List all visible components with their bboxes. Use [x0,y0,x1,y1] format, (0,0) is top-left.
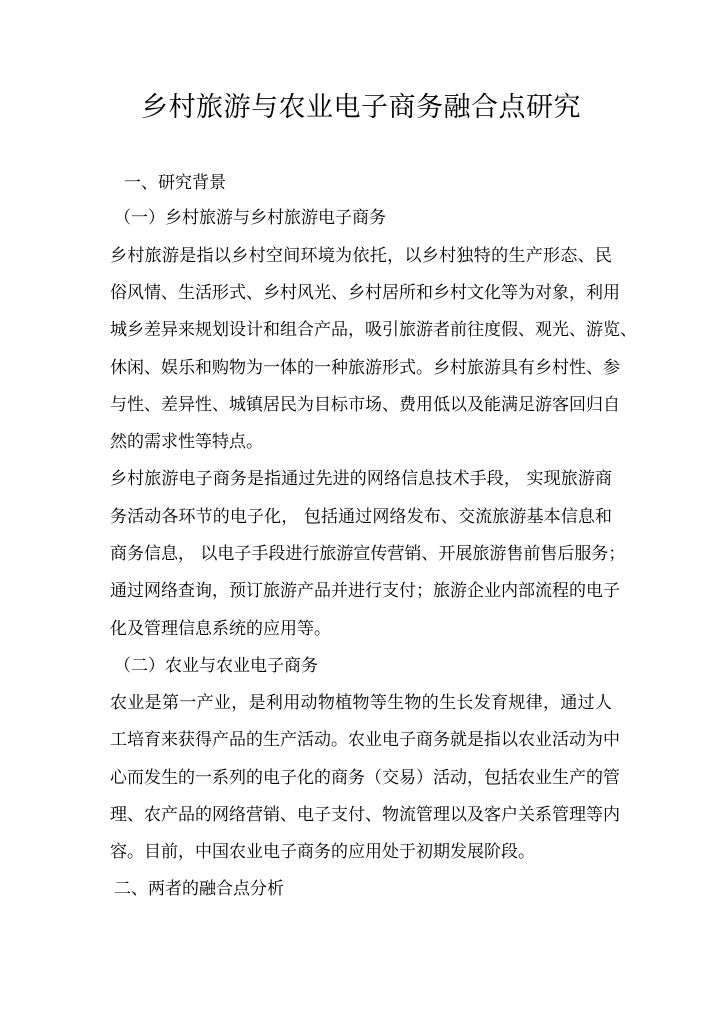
paragraph-line: 理、农产品的网络营销、电子支付、物流管理以及客户关系管理等内 [110,805,620,825]
subsection-heading-rural-tourism: （一）乡村旅游与乡村旅游电子商务 [114,208,386,228]
paragraph-line: 乡村旅游是指以乡村空间环境为依托，以乡村独特的生产形态、民 [110,246,612,266]
section-heading-integration-analysis: 二、两者的融合点分析 [114,879,284,899]
paragraph-line: 俗风情、生活形式、乡村风光、乡村居所和乡村文化等为对象，利用 [110,283,620,303]
paragraph-line: 商务信息， 以电子手段进行旅游宣传营销、开展旅游售前售后服务； [110,544,626,564]
paragraph-line: 容。目前，中国农业电子商务的应用处于初期发展阶段。 [110,842,535,862]
paragraph-line: 农业是第一产业，是利用动物植物等生物的生长发育规律，通过人 [110,693,612,713]
paragraph-line: 休闲、娱乐和购物为一体的一种旅游形式。乡村旅游具有乡村性、参 [110,358,620,378]
paragraph-line: 工培育来获得产品的生产活动。农业电子商务就是指以农业活动为中 [110,730,620,750]
paragraph-line: 城乡差异来规划设计和组合产品，吸引旅游者前往度假、观光、游览、 [110,320,637,340]
paragraph-line: 化及管理信息系统的应用等。 [110,619,331,639]
paragraph-line: 乡村旅游电子商务是指通过先进的网络信息技术手段， 实现旅游商 [110,469,612,489]
paragraph-line: 心而发生的一系列的电子化的商务（交易）活动，包括农业生产的管 [110,768,620,788]
subsection-heading-agriculture: （二）农业与农业电子商务 [114,656,318,676]
document-title: 乡村旅游与农业电子商务融合点研究 [141,92,581,123]
paragraph-line: 通过网络查询，预订旅游产品并进行支付；旅游企业内部流程的电子 [110,581,620,601]
paragraph-line: 然的需求性等特点。 [110,432,263,452]
section-heading-research-background: 一、研究背景 [124,173,226,193]
paragraph-line: 务活动各环节的电子化， 包括通过网络发布、交流旅游基本信息和 [110,507,612,527]
paragraph-line: 与性、差异性、城镇居民为目标市场、费用低以及能满足游客回归自 [110,395,620,415]
